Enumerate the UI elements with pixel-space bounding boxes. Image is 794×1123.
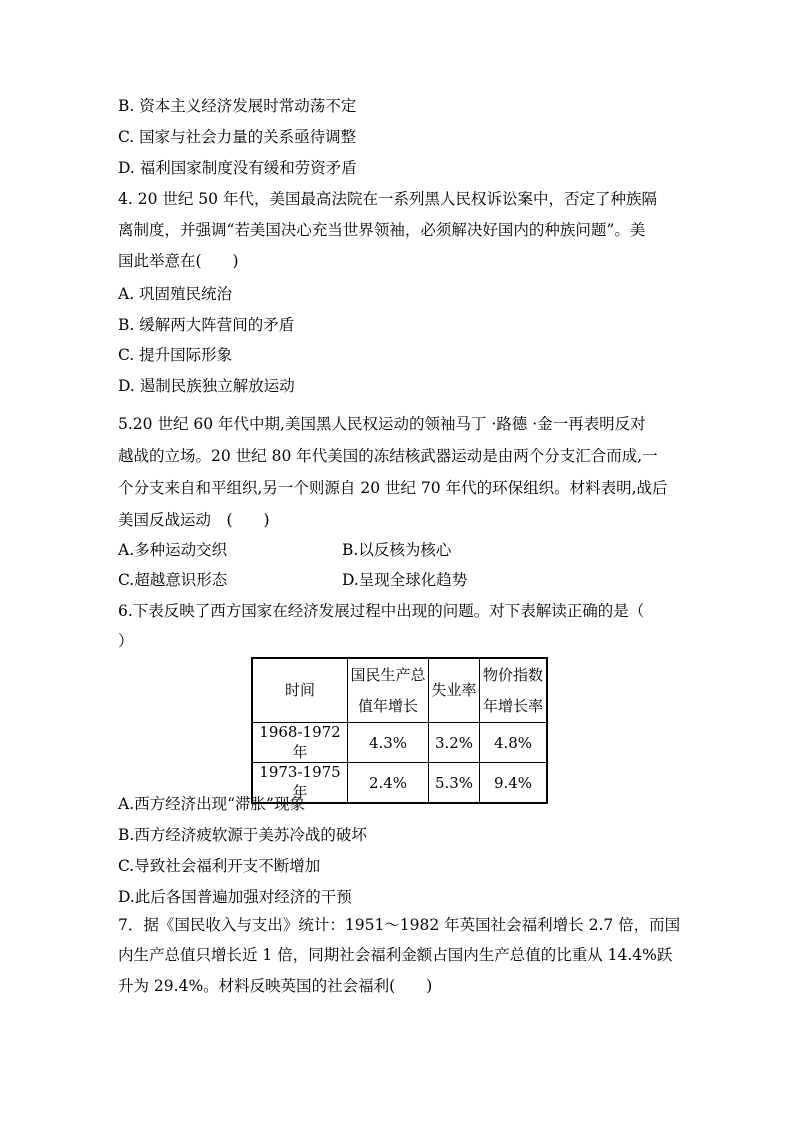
- q7-stem-line-2: 内生产总值只增长近 1 倍，同期社会福利金额占国内生产总值的比重从 14.4%跃: [118, 946, 673, 964]
- table-header-cell: 国民生产总值年增长: [348, 658, 429, 723]
- q4-stem-line-1: 4. 20 世纪 50 年代，美国最高法院在一系列黑人民权诉讼案中，否定了种族隔: [118, 190, 657, 208]
- q4-stem-line-2: 离制度，并强调“若美国决心充当世界领袖，必须解决好国内的种族问题”。美: [118, 221, 646, 239]
- q3-option-c: C. 国家与社会力量的关系亟待调整: [118, 128, 357, 146]
- q3-option-d: D. 福利国家制度没有缓和劳资矛盾: [118, 159, 357, 177]
- q4-stem-line-3: 国此举意在( ): [118, 252, 239, 270]
- q6-option-a: A.西方经济出现“滞胀”现象: [118, 795, 305, 813]
- q6-stem-line-1: 6.下表反映了西方国家在经济发展过程中出现的问题。对下表解读正确的是（: [118, 602, 645, 620]
- table-cell: 4.3%: [348, 723, 429, 763]
- table-cell: 2.4%: [348, 763, 429, 804]
- q3-option-b: B. 资本主义经济发展时常动荡不定: [118, 97, 357, 115]
- table-cell: 1968-1972 年: [252, 723, 348, 763]
- q4-option-b: B. 缓解两大阵营间的矛盾: [118, 316, 295, 334]
- table-cell: 5.3%: [429, 763, 480, 804]
- table-cell: 3.2%: [429, 723, 480, 763]
- q7-stem-line-3: 升为 29.4%。材料反映英国的社会福利( ): [118, 977, 433, 995]
- q5-stem-line-4: 美国反战运动 ( ): [118, 511, 270, 529]
- table-header-cell: 时间: [252, 658, 348, 723]
- q6-option-b: B.西方经济疲软源于美苏冷战的破坏: [118, 826, 367, 844]
- q5-option-d: D.呈现全球化趋势: [342, 571, 468, 589]
- q6-option-d: D.此后各国普遍加强对经济的干预: [118, 888, 352, 906]
- q7-stem-line-1: 7．据《国民收入与支出》统计：1951～1982 年英国社会福利增长 2.7 倍，而国: [118, 916, 681, 934]
- table-header-row: [252, 658, 547, 723]
- q6-data-table: [251, 657, 548, 804]
- table-cell: 4.8%: [480, 723, 548, 763]
- q6-option-c: C.导致社会福利开支不断增加: [118, 857, 321, 875]
- q5-stem-line-3: 个分支来自和平组织,另一个则源自 20 世纪 70 年代的环保组织。材料表明,战后: [118, 479, 668, 497]
- q6-stem-line-2: ）: [118, 632, 134, 650]
- q4-option-d: D. 遏制民族独立解放运动: [118, 377, 295, 395]
- q5-option-a: A.多种运动交织: [118, 541, 228, 559]
- q4-option-c: C. 提升国际形象: [118, 346, 233, 364]
- q5-option-b: B.以反核为核心: [342, 541, 452, 559]
- table-cell: 9.4%: [480, 763, 548, 804]
- table-header-cell: 失业率: [429, 658, 480, 723]
- q4-option-a: A. 巩固殖民统治: [118, 285, 233, 303]
- q5-stem-line-2: 越战的立场。20 世纪 80 年代美国的冻结核武器运动是由两个分支汇合而成,一: [118, 447, 658, 465]
- table-cell: 1973-1975 年: [252, 763, 348, 804]
- table-header-cell: 物价指数年增长率: [480, 658, 548, 723]
- q5-option-c: C.超越意识形态: [118, 571, 228, 589]
- q5-stem-line-1: 5.20 世纪 60 年代中期,美国黑人民权运动的领袖马丁 ·路德 ·金一再表明反对: [118, 415, 646, 433]
- table-row: [252, 723, 547, 763]
